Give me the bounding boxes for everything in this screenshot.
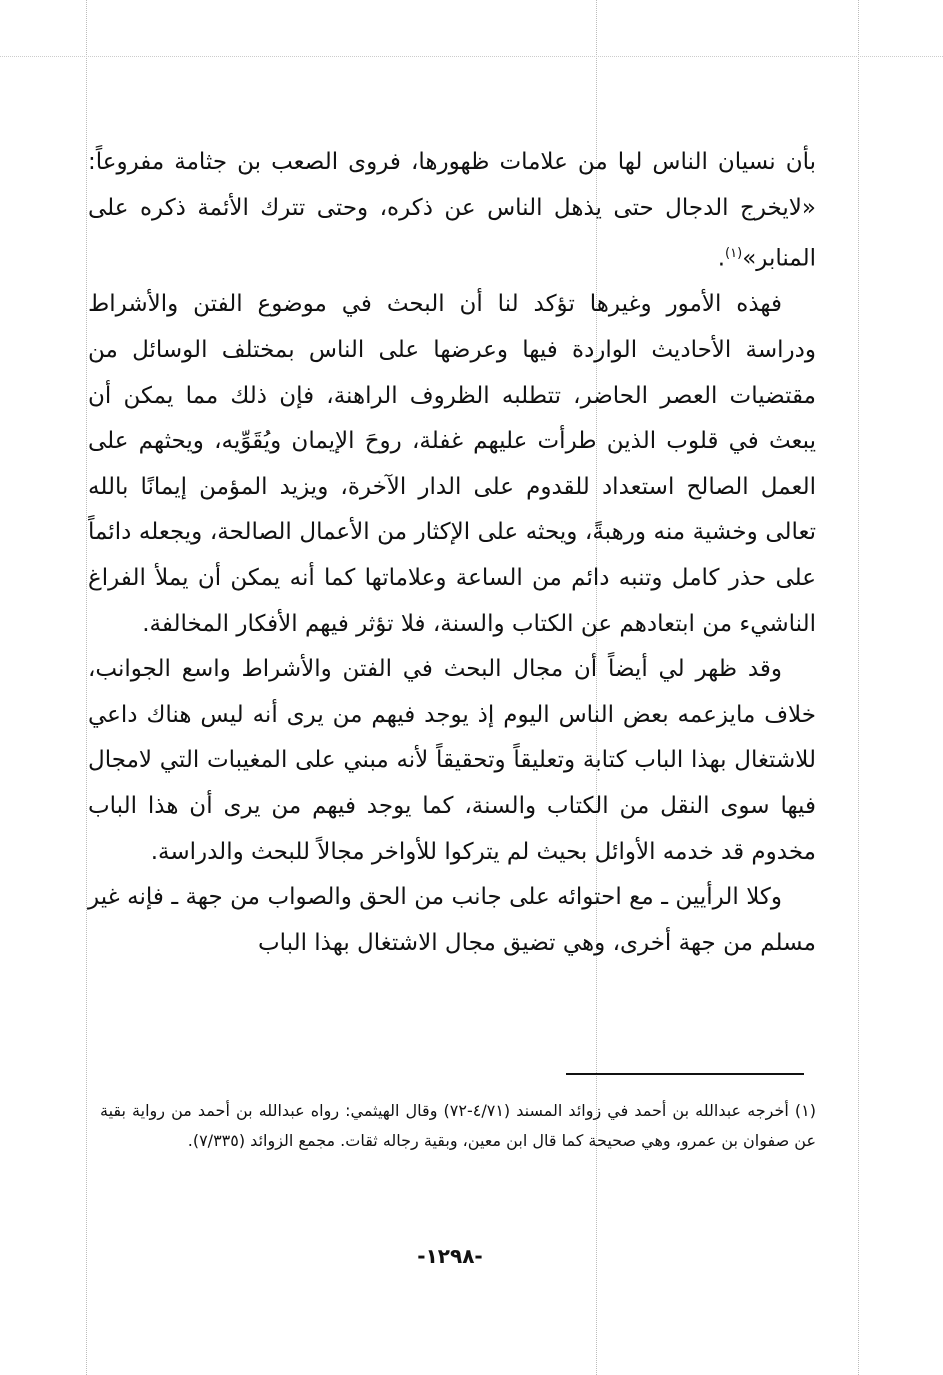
footnote-separator (566, 1073, 804, 1075)
margin-guide-top (0, 56, 943, 57)
paragraph-4: وكلا الرأيين ـ مع احتوائه على جانب من الحق والصواب من جهة ـ فإنه غير مسلم من جهة أخرى، وهي تضيق مجال الاشتغال بهذا الباب (88, 884, 816, 956)
margin-guide-left (86, 0, 87, 1375)
paragraph-1 (88, 140, 816, 282)
paragraph-3: وقد ظهر لي أيضاً أن مجال البحث في الفتن والأشراط واسع الجوانب، خلاف مايزعمه بعض الناس اليوم إذ يوجد فيهم من يرى أنه ليس هناك داعي للاشتغال بهذا الباب كتابة وتعليقاً وتحقيقاً لأنه مبني على المغيبات التي لامجال فيها سوى النقل من الكتاب والسنة، كما يوجد فيهم من يرى أن هذا الباب مخدوم قد خدمه الأوائل بحيث لم يتركوا للأواخر مجالاً للبحث والدراسة. (88, 656, 816, 865)
footnote-reference: (١) (725, 246, 743, 262)
page-body (88, 140, 816, 966)
footnotes (100, 1096, 816, 1156)
paragraph-2: فهذه الأمور وغيرها تؤكد لنا أن البحث في موضوع الفتن والأشراط ودراسة الأحاديث الواردة فيها وعرضها على الناس بمختلف الوسائل من مقتضيات العصر الحاضر، تتطلبه الظروف الراهنة، فإن ذلك مما يمكن أن يبعث في قلوب الذين طرأت عليهم غفلة، روحَ الإيمان ويُقَوِّيه، ويحثهم على العمل الصالح استعداد للقدوم على الدار الآخرة، ويزيد المؤمن إيمانًا بالله تعالى وخشية منه ورهبةً، ويحثه على الإكثار من الأعمال الصالحة، ويجعله دائماً على حذر كامل وتنبه دائم من الساعة وعلاماتها كما أنه يمكن أن يملأ الفراغ الناشيء من ابتعادهم عن الكتاب والسنة، فلا تؤثر فيهم الأفكار المخالفة. (88, 291, 816, 637)
margin-guide-right (858, 0, 859, 1375)
page-number: -١٢٩٨- (417, 1244, 483, 1268)
paragraph-1-end: . (717, 245, 726, 272)
paragraph-1-text: بأن نسيان الناس لها من علامات ظهورها، فروى الصعب بن جثامة مفروعاً: «لايخرج الدجال حتى يذهل الناس عن ذكره، وحتى تترك الأئمة ذكره على المنابر» (88, 149, 816, 272)
footnote-1: (١) أخرجه عبدالله بن أحمد في زوائد المسند (٤/٧١-٧٢) وقال الهيثمي: رواه عبدالله بن أحمد من رواية بقية عن صفوان بن عمرو، وهي صحيحة كما قال ابن معين، وبقية رجاله ثقات. مجمع الزوائد (٧/٣٣٥). (100, 1101, 817, 1150)
